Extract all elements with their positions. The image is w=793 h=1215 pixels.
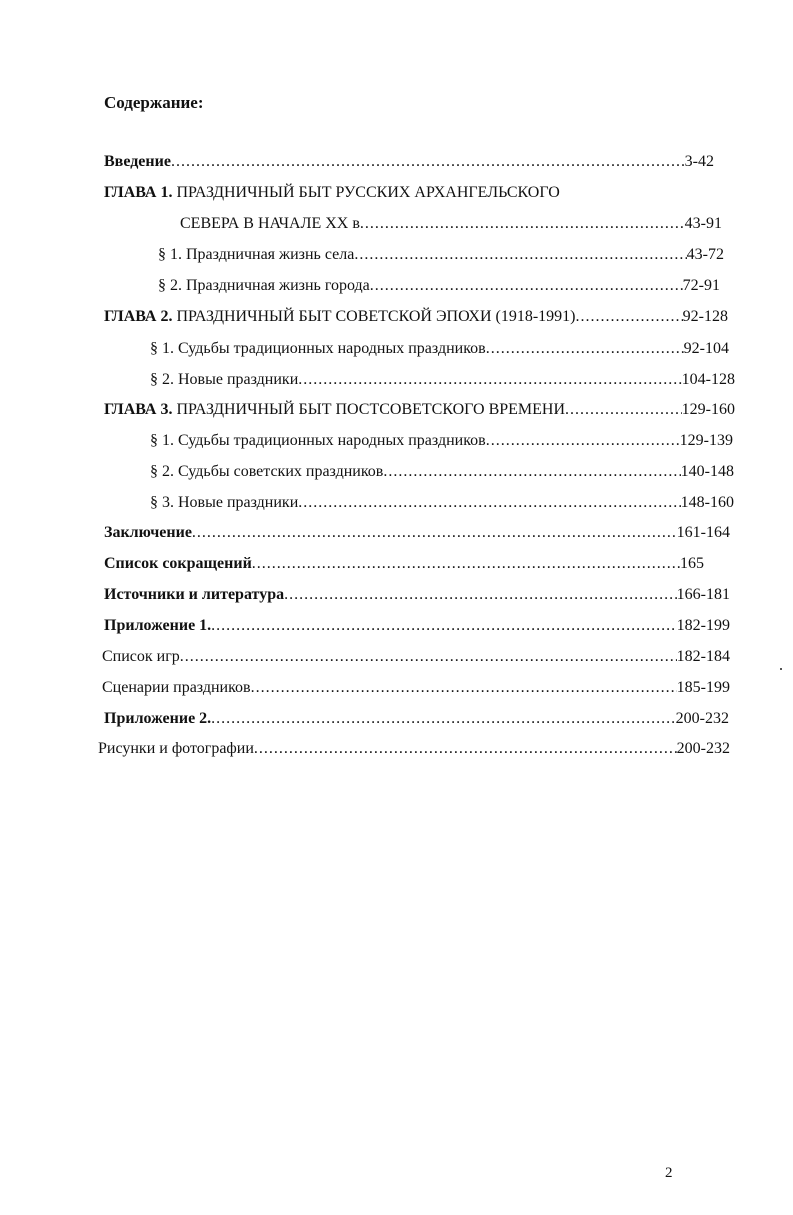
leader-dots xyxy=(565,398,682,422)
toc-entry-appendix-1[interactable] xyxy=(104,614,730,638)
leader-dots xyxy=(383,460,680,484)
entry-pages: 161-164 xyxy=(676,524,730,541)
leader-dots xyxy=(298,368,681,392)
chapter-title: ПРАЗДНИЧНЫЙ БЫТ ПОСТСОВЕТСКОГО ВРЕМЕНИ xyxy=(176,401,566,418)
chapter-label: ГЛАВА 2. xyxy=(104,308,173,325)
entry-title: § 1. Судьбы традиционных народных праздников xyxy=(150,432,486,449)
entry-title: Заключение xyxy=(104,524,192,541)
entry-title: § 3. Новые праздники xyxy=(150,494,299,511)
entry-pages: 92-128 xyxy=(682,308,728,325)
toc-entry-figures-photos[interactable] xyxy=(98,737,730,761)
entry-pages: 182-199 xyxy=(676,617,730,634)
entry-pages: 165 xyxy=(680,555,704,572)
entry-pages: 200-232 xyxy=(675,710,729,727)
leader-dots xyxy=(370,274,683,298)
chapter-title-continued: СЕВЕРА В НАЧАЛЕ XX в xyxy=(180,215,360,232)
entry-pages: 43-72 xyxy=(686,246,724,263)
entry-pages: 43-91 xyxy=(684,215,722,232)
entry-title: § 1. Судьбы традиционных народных праздников xyxy=(150,340,486,357)
entry-pages: 129-160 xyxy=(681,401,735,418)
entry-title: Приложение 2. xyxy=(104,710,212,727)
toc-entry-sources[interactable] xyxy=(104,583,730,607)
leader-dots xyxy=(252,552,680,576)
entry-title: § 2. Новые праздники xyxy=(150,371,299,388)
page-number: 2 xyxy=(665,1165,673,1181)
entry-pages: 104-128 xyxy=(681,371,735,388)
toc-entry-ch3-section-3[interactable] xyxy=(150,491,734,515)
leader-dots xyxy=(354,243,686,267)
entry-title: § 2. Судьбы советских праздников xyxy=(150,463,384,480)
entry-title: § 1. Праздничная жизнь села xyxy=(158,246,355,263)
leader-dots xyxy=(192,521,677,545)
leader-dots xyxy=(486,337,684,361)
entry-title: Введение xyxy=(104,153,171,170)
leader-dots xyxy=(298,491,680,515)
entry-pages: 72-91 xyxy=(682,277,720,294)
leader-dots xyxy=(251,676,677,700)
toc-heading: Содержание: xyxy=(104,93,204,112)
entry-title: Список игр xyxy=(102,648,180,665)
entry-pages: 182-184 xyxy=(676,648,730,665)
toc-entry-ch3-section-1[interactable] xyxy=(150,429,733,453)
entry-title: Сценарии праздников xyxy=(102,679,251,696)
entry-pages: 166-181 xyxy=(676,586,730,603)
leader-dots xyxy=(575,305,682,329)
leader-dots xyxy=(254,737,677,761)
toc-entry-ch1-section-1[interactable] xyxy=(158,243,724,267)
toc-entry-conclusion[interactable] xyxy=(104,521,730,545)
leader-dots xyxy=(180,645,677,669)
entry-title: Приложение 1. xyxy=(104,617,212,634)
toc-entry-holiday-scenarios[interactable] xyxy=(102,676,730,700)
entry-pages: 140-148 xyxy=(680,463,734,480)
toc-entry-ch2-section-2[interactable] xyxy=(150,368,735,392)
chapter-title: ПРАЗДНИЧНЫЙ БЫТ СОВЕТСКОЙ ЭПОХИ (1918-1991) xyxy=(176,308,576,325)
toc-entry-chapter-3[interactable] xyxy=(104,398,735,422)
toc-entry-chapter-2[interactable] xyxy=(104,305,728,329)
scan-speck xyxy=(780,668,782,670)
leader-dots xyxy=(284,583,677,607)
chapter-label: ГЛАВА 1. xyxy=(104,184,173,201)
toc-entry-chapter-1-line-2[interactable] xyxy=(180,212,722,236)
entry-pages: 185-199 xyxy=(676,679,730,696)
toc-entry-ch2-section-1[interactable] xyxy=(150,337,729,361)
chapter-title: ПРАЗДНИЧНЫЙ БЫТ РУССКИХ АРХАНГЕЛЬСКОГО xyxy=(176,184,560,201)
entry-title: Источники и литература xyxy=(104,586,285,603)
entry-pages: 92-104 xyxy=(683,340,729,357)
entry-pages: 200-232 xyxy=(676,740,730,757)
toc-entry-games-list[interactable] xyxy=(102,645,730,669)
toc-entry-abbreviations[interactable] xyxy=(104,552,704,576)
leader-dots xyxy=(211,614,677,638)
entry-title: Рисунки и фотографии xyxy=(98,740,254,757)
entry-pages: 148-160 xyxy=(680,494,734,511)
entry-title: § 2. Праздничная жизнь города xyxy=(158,277,370,294)
toc-entry-ch3-section-2[interactable] xyxy=(150,460,734,484)
leader-dots xyxy=(486,429,680,453)
leader-dots xyxy=(360,212,685,236)
chapter-label: ГЛАВА 3. xyxy=(104,401,173,418)
entry-pages: 129-139 xyxy=(679,432,733,449)
toc-entry-appendix-2[interactable] xyxy=(104,707,729,731)
leader-dots xyxy=(171,150,685,174)
leader-dots xyxy=(211,707,676,731)
entry-pages: 3-42 xyxy=(684,153,714,170)
toc-entry-ch1-section-2[interactable] xyxy=(158,274,720,298)
toc-entry-introduction[interactable] xyxy=(104,150,714,174)
entry-title: Список сокращений xyxy=(104,555,252,572)
toc-entry-chapter-1-line-1[interactable] xyxy=(104,181,560,205)
